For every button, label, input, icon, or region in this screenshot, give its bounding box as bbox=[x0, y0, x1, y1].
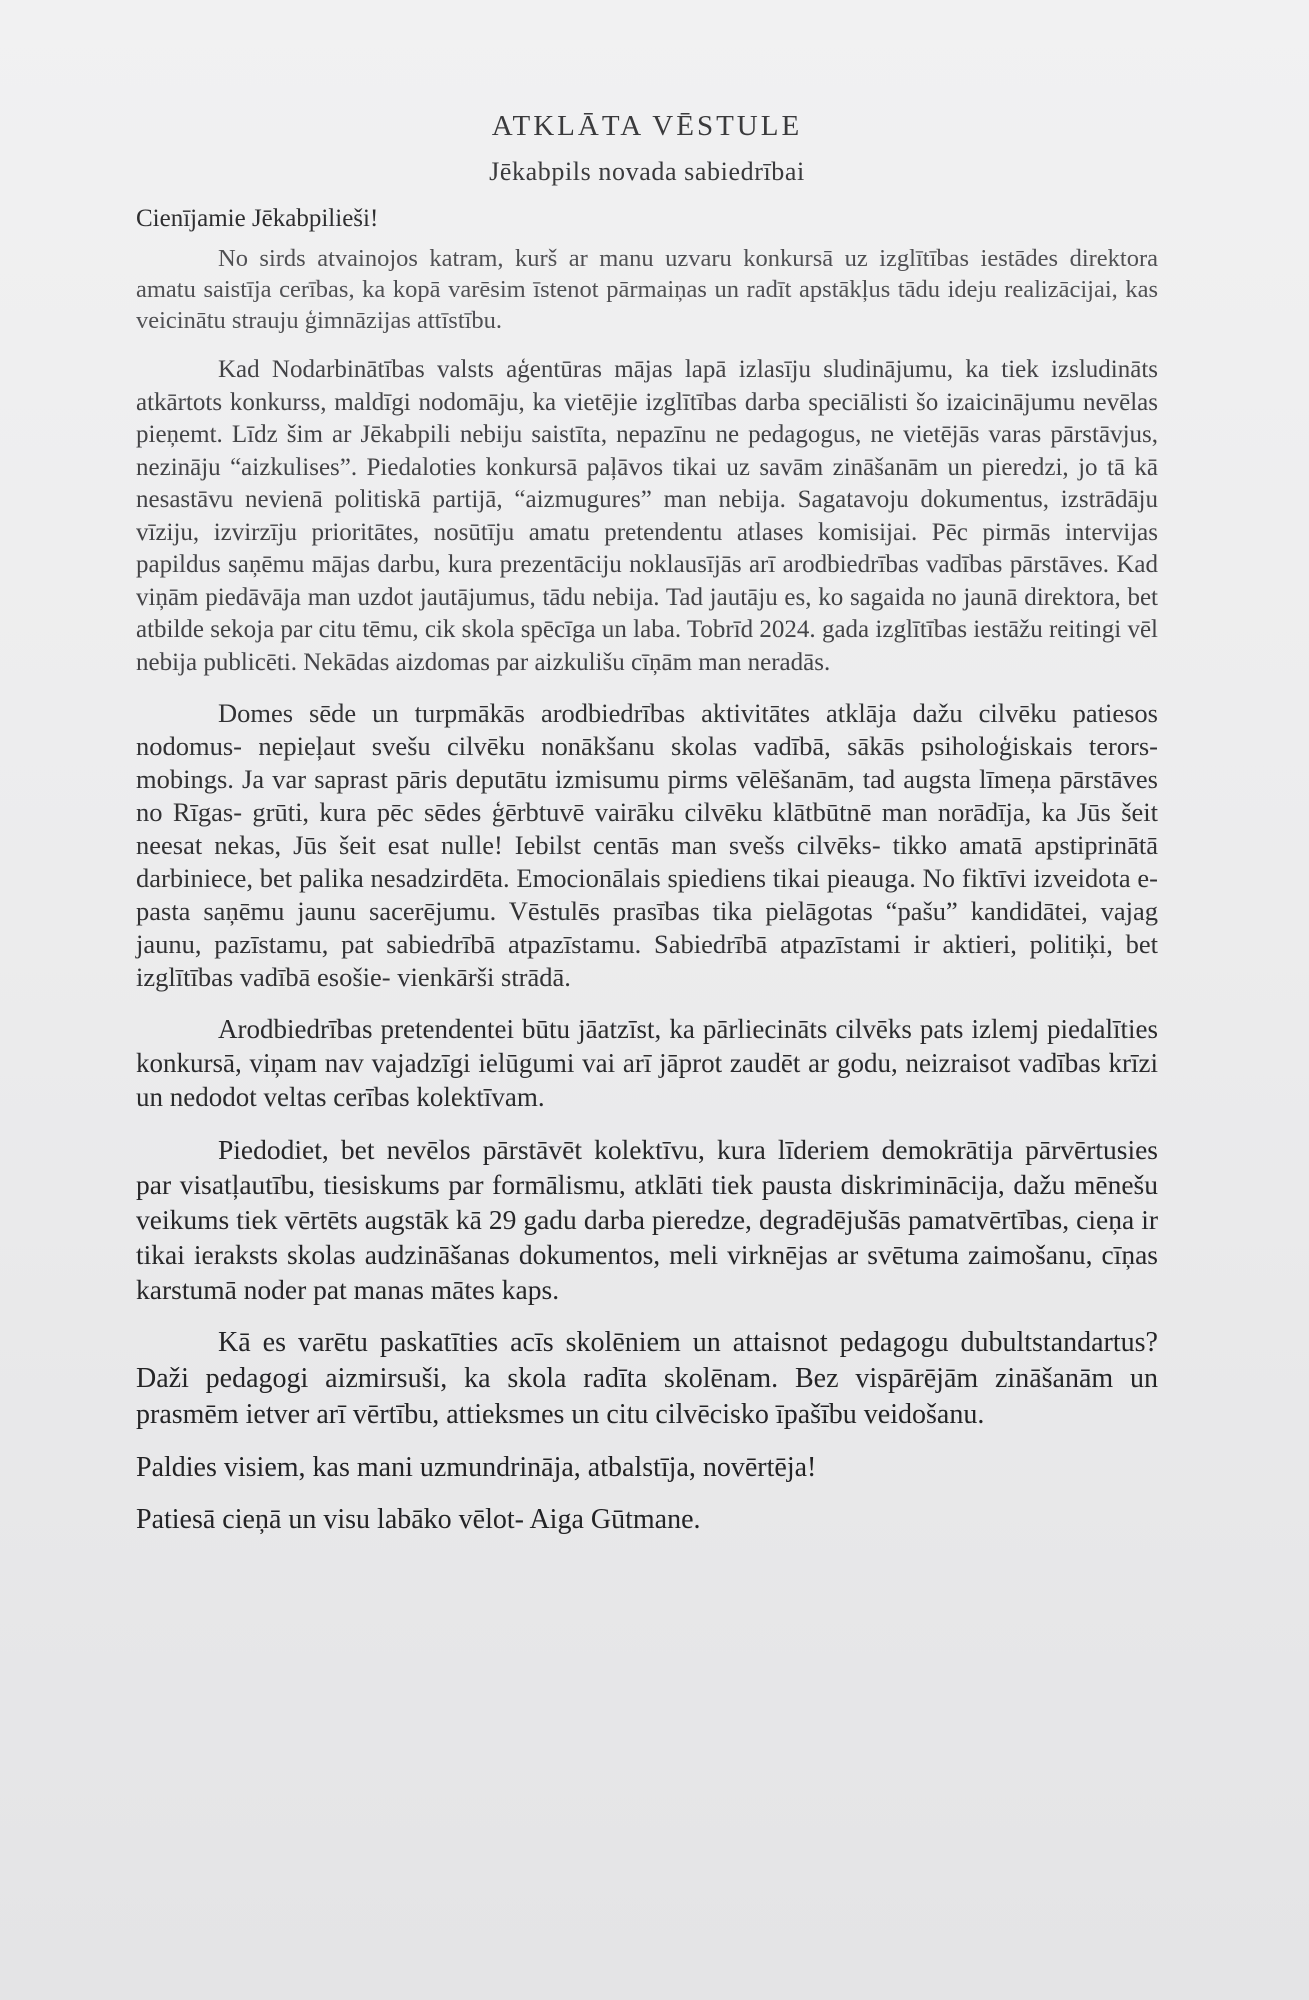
letter-subtitle: Jēkabpils novada sabiedrībai bbox=[489, 157, 805, 186]
letter-signoff: Patiesā cieņā un visu labāko vēlot- Aiga Gūtmane. bbox=[136, 1504, 701, 1535]
paragraph-2: Kad Nodarbinātības valsts aģentūras mājas lapā izlasīju sludinājumu, ka tiek izsludināts atkārtots konkurss, maldīgi nodomāju, ka vietējie izglītības darba speciālisti šo izaicinājumu nevēlas pieņemt. Līdz šim ar Jēkabpili nebiju saistīta, nepazīnu ne pedagogus, ne vietējās varas pārstāvjus, nezināju “aizkulises”. Piedaloties konkursā paļāvos tikai uz savām zināšanām un pieredzi, jo tā kā nesastāvu nevienā politiskā partijā, “aizmugures” man nebija. Sagatavoju dokumentus, izstrādāju vīziju, izvirzīju prioritātes, nosūtīju amatu pretendentu atlases komisijai. Pēc pirmās intervijas papildus saņēmu mājas darbu, kura prezentāciju noklausījās arī arodbiedrības vadības pārstāves. Kad viņām piedāvāja man uzdot jautājumus, tādu nebija. Tad jautāju es, ko sagaida no jaunā direktora, bet atbilde sekoja par citu tēmu, cik skola spēcīga un laba. Tobrīd 2024. gada izglītības iestāžu reitingi vēl nebija publicēti. Nekādas aizdomas par aizkulišu cīņām man neradās. bbox=[136, 356, 1158, 676]
paragraph-3: Domes sēde un turpmākās arodbiedrības aktivitātes atklāja dažu cilvēku patiesos nodomus- nepieļaut svešu cilvēku nonākšanu skolas vadībā, sākās psiholoģiskais terors- mobings. Ja var saprast pāris deputātu izmisumu pirms vēlēšanām, tad augsta līmeņa pārstāves no Rīgas- grūti, kura pēc sēdes ģērbtuvē vairāku cilvēku klātbūtnē man norādīja, ka Jūs šeit neesat nekas, Jūs šeit esat nulle! Iebilst centās man svešs cilvēks- tikko amatā apstiprinātā darbiniece, bet palika nesadzirdēta. Emocionālais spiediens tikai pieauga. No fiktīvi izveidota e-pasta saņēmu jaunu sacerējumu. Vēstulēs prasības tika pielāgotas “pašu” kandidātei, vajag jaunu, pazīstamu, pat sabiedrībā atpazīstamu. Sabiedrībā atpazīstami ir aktieri, politiķi, bet izglītības vadībā esošie- vienkārši strādā. bbox=[136, 698, 1158, 992]
letter-salutation: Cienījamie Jēkabpilieši! bbox=[136, 205, 379, 232]
paragraph-4: Arodbiedrības pretendentei būtu jāatzīst, ka pārliecināts cilvēks pats izlemj piedalīties konkursā, viņam nav vajadzīgi ielūgumi vai arī jāprot zaudēt ar godu, neizraisot vadības krīzi un nedodot veltas cerības kolektīvam. bbox=[136, 1014, 1158, 1112]
paragraph-5: Piedodiet, bet nevēlos pārstāvēt kolektīvu, kura līderiem demokrātija pārvērtusies par visatļautību, tiesiskums par formālismu, atklāti tiek pausta diskriminācija, dažu mēnešu veikums tiek vērtēts augstāk kā 29 gadu darba pieredze, degradējušās pamatvērtības, cieņa ir tikai ieraksts skolas audzināšanas dokumentos, meli virknējas ar svētuma zaimošanu, cīņas karstumā noder pat manas mātes kaps. bbox=[136, 1134, 1158, 1305]
letter-thanks: Paldies visiem, kas mani uzmundrināja, atbalstīja, novērtēja! bbox=[136, 1452, 817, 1483]
paragraph-6: Kā es varētu paskatīties acīs skolēniem un attaisnot pedagogu dubultstandartus? Daži pedagogi aizmirsuši, ka skola radīta skolēnam. Bez vispārējām zināšanām un prasmēm ietver arī vērtību, attieksmes un citu cilvēcisko īpašību veidošanu. bbox=[136, 1327, 1158, 1430]
letter-title: ATKLĀTA VĒSTULE bbox=[491, 110, 803, 142]
letter-body bbox=[136, 110, 1158, 1555]
paragraph-1: No sirds atvainojos katram, kurš ar manu uzvaru konkursā uz izglītības iestādes direktora amatu saistīja cerības, ka kopā varēsim īstenot pārmaiņas un radīt apstākļus tādu ideju realizācijai, kas veicinātu strauju ģimnāzijas attīstību. bbox=[136, 245, 1158, 334]
